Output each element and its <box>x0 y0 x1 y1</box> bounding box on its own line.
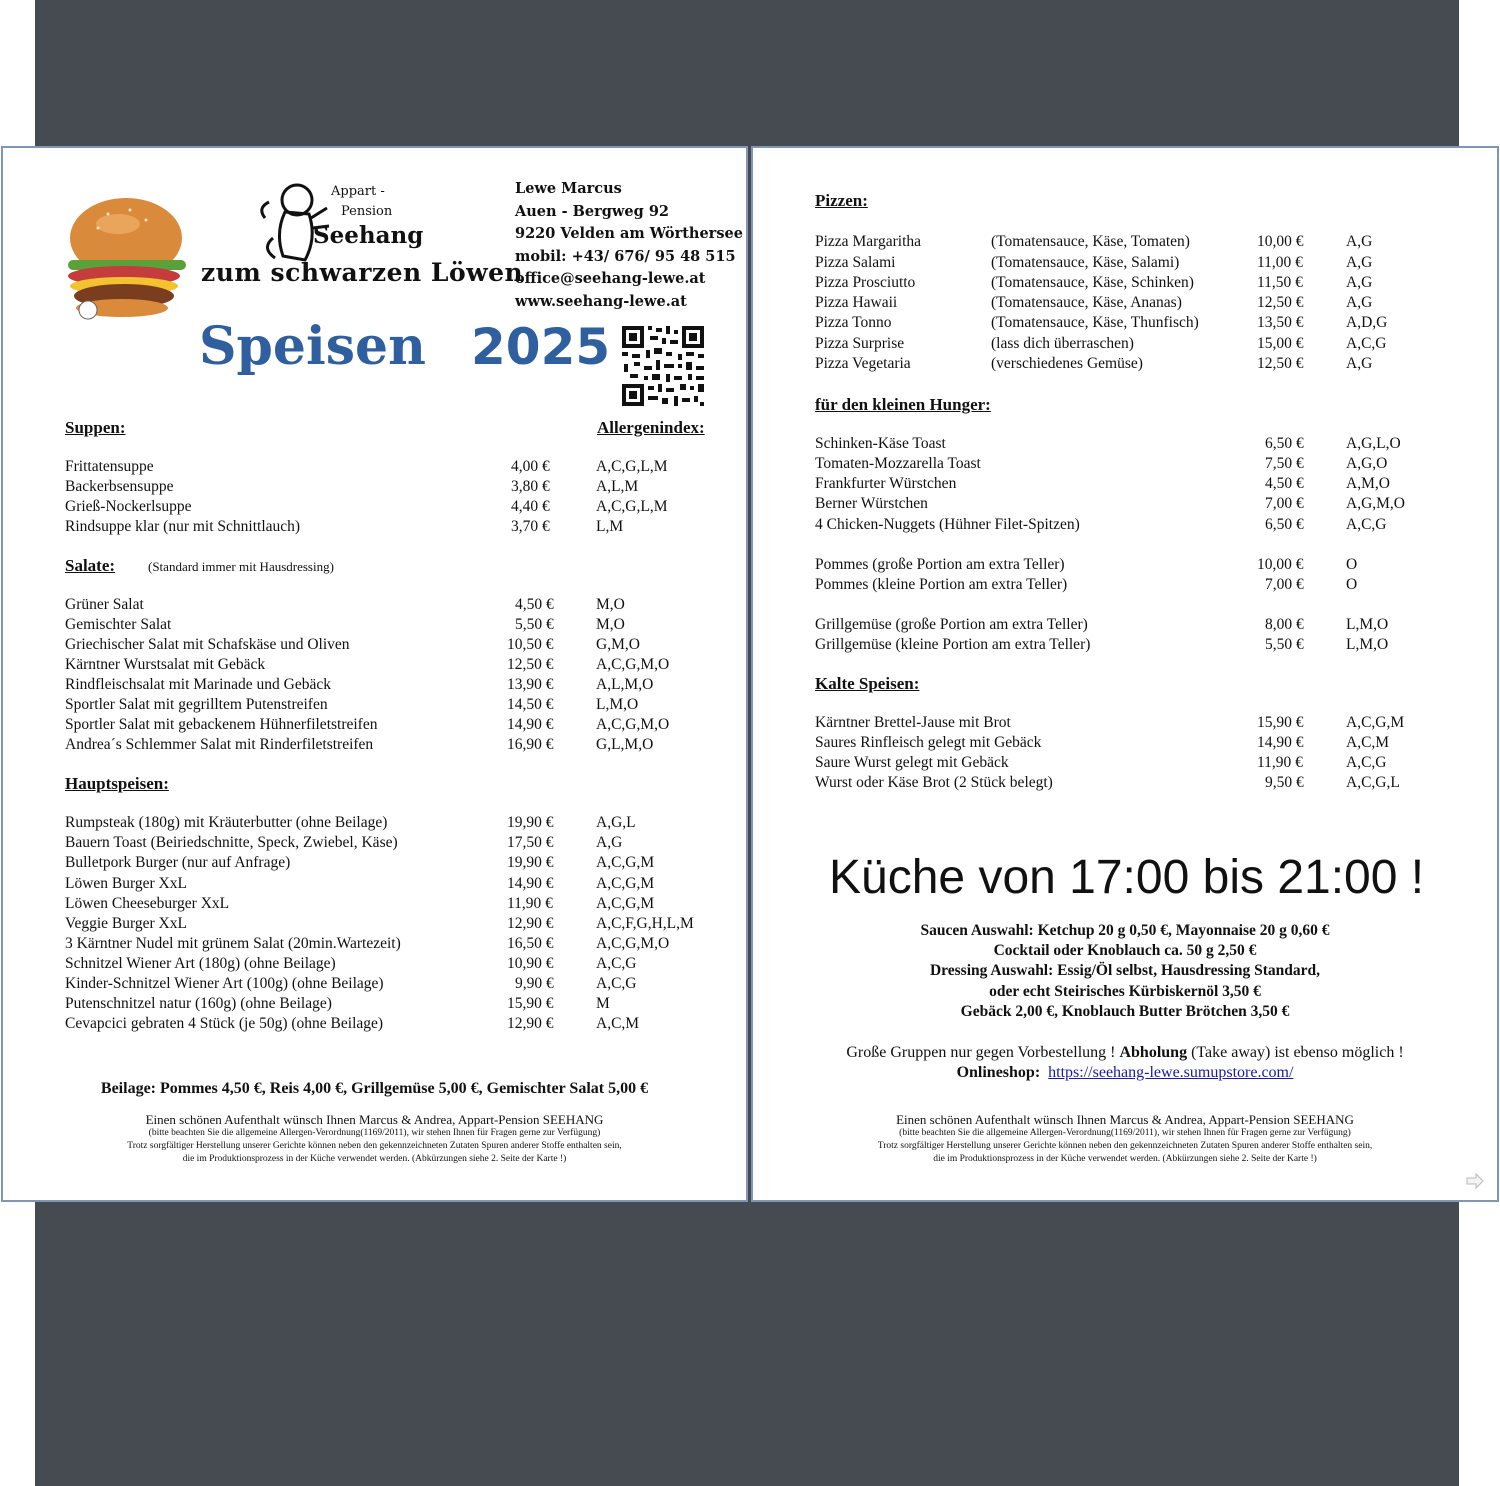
menu-item: Frittatensuppe 4,00 € A,C,G,L,M <box>65 458 668 475</box>
menu-item: Grillgemüse (große Portion am extra Teller) 8,00 € L,M,O <box>815 616 1389 633</box>
menu-item: Rumpsteak (180g) mit Kräuterbutter (ohne Beilage) 19,90 € A,G,L <box>65 814 636 831</box>
section-title-salate: Salate: <box>65 556 116 575</box>
menu-item: Wurst oder Käse Brot (2 Stück belegt) 9,50 € A,C,G,L <box>815 774 1400 791</box>
logo-seehang: Seehang <box>313 222 424 249</box>
section-title-hauptspeisen: Hauptspeisen: <box>65 774 169 793</box>
menu-item: Pizza Margaritha (Tomatensauce, Käse, Tomaten) 10,00 € A,G <box>815 233 1373 250</box>
menu-item: Pizza Prosciutto (Tomatensauce, Käse, Schinken) 11,50 € A,G <box>815 274 1373 291</box>
menu-item: Löwen Burger XxL 14,90 € A,C,G,M <box>65 875 655 892</box>
menu-item: 4 Chicken-Nuggets (Hühner Filet-Spitzen) 6,50 € A,C,G <box>815 516 1387 533</box>
menu-item: Löwen Cheeseburger XxL 11,90 € A,C,G,M <box>65 895 655 912</box>
footer-greeting: Einen schönen Aufenthalt wünsch Ihnen Marcus & Andrea, Appart-Pension SEEHANG <box>145 1112 604 1127</box>
menu-item: Saures Rinfleisch gelegt mit Gebäck 14,90 € A,C,M <box>815 734 1390 751</box>
footer-note-3: die im Produktionsprozess in der Küche verwendet werden. (Abkürzungen siehe 2. Seite der Karte !) <box>182 1154 567 1164</box>
menu-item: Kärntner Wurstsalat mit Gebäck 12,50 € A,C,G,M,O <box>65 656 670 673</box>
menu-item: Pommes (kleine Portion am extra Teller) 7,00 € O <box>815 576 1358 593</box>
logo-appart: Appart - <box>331 184 385 199</box>
menu-item: Pommes (große Portion am extra Teller) 10,00 € O <box>815 556 1358 573</box>
menu-item: Putenschnitzel natur (160g) (ohne Beilage) 15,90 € M <box>65 995 610 1012</box>
menu-page-left <box>1 146 748 1202</box>
menu-item: Kinder-Schnitzel Wiener Art (100g) (ohne Beilage) 9,90 € A,C,G <box>65 975 637 992</box>
sauces-line-1: Saucen Auswahl: Ketchup 20 g 0,50 €, Mayonnaise 20 g 0,60 € <box>920 922 1330 939</box>
menu-item: Berner Würstchen 7,00 € A,G,M,O <box>815 495 1405 512</box>
menu-item: Grillgemüse (kleine Portion am extra Teller) 5,50 € L,M,O <box>815 636 1389 653</box>
onlineshop-line <box>753 1063 1497 1083</box>
menu-item: Veggie Burger XxL 12,90 € A,C,F,G,H,L,M <box>65 915 694 932</box>
menu-item: Saure Wurst gelegt mit Gebäck 11,90 € A,C,G <box>815 754 1387 771</box>
contact-name: Lewe Marcus <box>515 180 622 197</box>
menu-item: Sportler Salat mit gegrilltem Putenstreifen 14,50 € L,M,O <box>65 696 639 713</box>
sauces-line-5: Gebäck 2,00 €, Knoblauch Butter Brötchen 3,50 € <box>960 1002 1290 1020</box>
footer-greeting: Einen schönen Aufenthalt wünsch Ihnen Marcus & Andrea, Appart-Pension SEEHANG <box>896 1112 1354 1127</box>
onlineshop-link[interactable]: https://seehang-lewe.sumupstore.com/ <box>1048 1064 1294 1081</box>
contact-block <box>515 178 743 313</box>
menu-item: Andrea´s Schlemmer Salat mit Rinderfiletstreifen 16,90 € G,L,M,O <box>65 736 654 753</box>
title-year: 2025 <box>471 318 611 376</box>
abholung-text: (Take away) ist ebenso möglich ! <box>1191 1044 1404 1061</box>
menu-item: Cevapcici gebraten 4 Stück (je 50g) (ohne Beilage) 12,90 € A,C,M <box>65 1015 640 1032</box>
contact-phone: mobil: +43/ 676/ 95 48 515 <box>515 247 736 265</box>
menu-item: Pizza Vegetaria (verschiedenes Gemüse) 12,50 € A,G <box>815 355 1373 372</box>
menu-item: Pizza Hawaii (Tomatensauce, Käse, Ananas) 12,50 € A,G <box>815 294 1373 311</box>
burger-image <box>58 192 193 322</box>
menu-item: Schinken-Käse Toast 6,50 € A,G,L,O <box>815 435 1401 452</box>
menu-item: Frankfurter Würstchen 4,50 € A,M,O <box>815 475 1390 492</box>
footer-note-2: Trotz sorgfältiger Herstellung unserer Gerichte können neben den gekennzeichneten Zutaten Spuren anderer Stoffe enthalten sein, <box>127 1141 622 1151</box>
menu-item: Kärntner Brettel-Jause mit Brot 15,90 € A,C,G,M <box>815 714 1405 731</box>
abholung-label: Abholung <box>1119 1044 1188 1061</box>
beilage-line: Beilage: Pommes 4,50 €, Reis 4,00 €, Grillgemüse 5,00 €, Gemischter Salat 5,00 € <box>100 1080 649 1097</box>
section-title-pizzen: Pizzen: <box>815 191 868 210</box>
section-title-suppen: Suppen: <box>65 418 126 437</box>
menu-item: Rindfleischsalat mit Marinade und Gebäck 13,90 € A,L,M,O <box>65 676 654 693</box>
menu-item: Bulletpork Burger (nur auf Anfrage) 19,90 € A,C,G,M <box>65 854 655 871</box>
logo-pension: Pension <box>341 204 393 219</box>
menu-item: Bauern Toast (Beiriedschnitte, Speck, Zwiebel, Käse) 17,50 € A,G <box>65 834 623 851</box>
allergen-index-header: Allergenindex: <box>597 418 705 437</box>
menu-item: Pizza Salami (Tomatensauce, Käse, Salami) 11,00 € A,G <box>815 254 1373 271</box>
title-speisen: Speisen <box>199 316 426 377</box>
sauces-line-3: Dressing Auswahl: Essig/Öl selbst, Hausdressing Standard, <box>929 962 1321 980</box>
salate-note: (Standard immer mit Hausdressing) <box>148 559 334 574</box>
sauces-block <box>753 921 1497 1022</box>
contact-website: www.seehang-lewe.at <box>515 292 687 310</box>
contact-street: Auen - Bergweg 92 <box>515 202 670 220</box>
footer-note-1: (bitte beachten Sie die allgemeine Allergen-Verordnung(1169/2011), wir stehen Ihnen für Fragen gerne zur Verfügung) <box>899 1128 1351 1138</box>
menu-item: Grüner Salat 4,50 € M,O <box>65 596 625 613</box>
menu-item: Backerbsensuppe 3,80 € A,L,M <box>65 478 639 495</box>
footer-note-2: Trotz sorgfältiger Herstellung unserer Gerichte können neben den gekennzeichneten Zutaten Spuren anderer Stoffe enthalten sein, <box>877 1141 1373 1151</box>
section-title-kalte-speisen: Kalte Speisen: <box>815 674 920 693</box>
next-page-arrow-icon[interactable] <box>1465 1172 1485 1190</box>
sauces-line-2: Cocktail oder Knoblauch ca. 50 g 2,50 € <box>993 942 1257 960</box>
qr-code-icon <box>620 324 706 408</box>
footer-note-1: (bitte beachten Sie die allgemeine Allergen-Verordnung(1169/2011), wir stehen Ihnen für Fragen gerne zur Verfügung) <box>148 1128 601 1138</box>
menu-item: Pizza Tonno (Tomatensauce, Käse, Thunfisch) 13,50 € A,D,G <box>815 314 1388 331</box>
kitchen-hours: Küche von 17:00 bis 21:00 ! <box>829 851 1425 904</box>
groups-line <box>753 1043 1497 1063</box>
sauces-line-4: oder echt Steirisches Kürbiskernöl 3,50 € <box>989 982 1261 1000</box>
menu-item: 3 Kärntner Nudel mit grünem Salat (20min.Wartezeit) 16,50 € A,C,G,M,O <box>65 935 670 952</box>
menu-item: Schnitzel Wiener Art (180g) (ohne Beilage) 10,90 € A,C,G <box>65 955 637 972</box>
page-footer <box>3 1112 746 1166</box>
menu-item: Griechischer Salat mit Schafskäse und Oliven 10,50 € G,M,O <box>65 636 640 653</box>
page-footer <box>753 1112 1497 1166</box>
menu-item: Gemischter Salat 5,50 € M,O <box>65 616 625 633</box>
contact-city: 9220 Velden am Wörthersee <box>515 225 743 242</box>
section-title-kleiner-hunger: für den kleinen Hunger: <box>815 395 991 414</box>
menu-item: Grieß-Nockerlsuppe 4,40 € A,C,G,L,M <box>65 498 668 515</box>
menu-item: Pizza Surprise (lass dich überraschen) 15,00 € A,C,G <box>815 335 1387 352</box>
menu-item: Rindsuppe klar (nur mit Schnittlauch) 3,70 € L,M <box>65 518 624 535</box>
onlineshop-label: Onlineshop: <box>956 1064 1041 1081</box>
menu-item: Tomaten-Mozzarella Toast 7,50 € A,G,O <box>815 455 1388 472</box>
groups-text: Große Gruppen nur gegen Vorbestellung ! <box>846 1044 1116 1061</box>
contact-email: office@seehang-lewe.at <box>515 270 706 287</box>
footer-note-3: die im Produktionsprozess in der Küche verwendet werden. (Abkürzungen siehe 2. Seite der Karte !) <box>933 1154 1317 1164</box>
logo-subtitle: zum schwarzen Löwen <box>201 258 524 287</box>
menu-item: Sportler Salat mit gebackenem Hühnerfiletstreifen 14,90 € A,C,G,M,O <box>65 716 670 733</box>
menu-page-right <box>751 146 1499 1202</box>
